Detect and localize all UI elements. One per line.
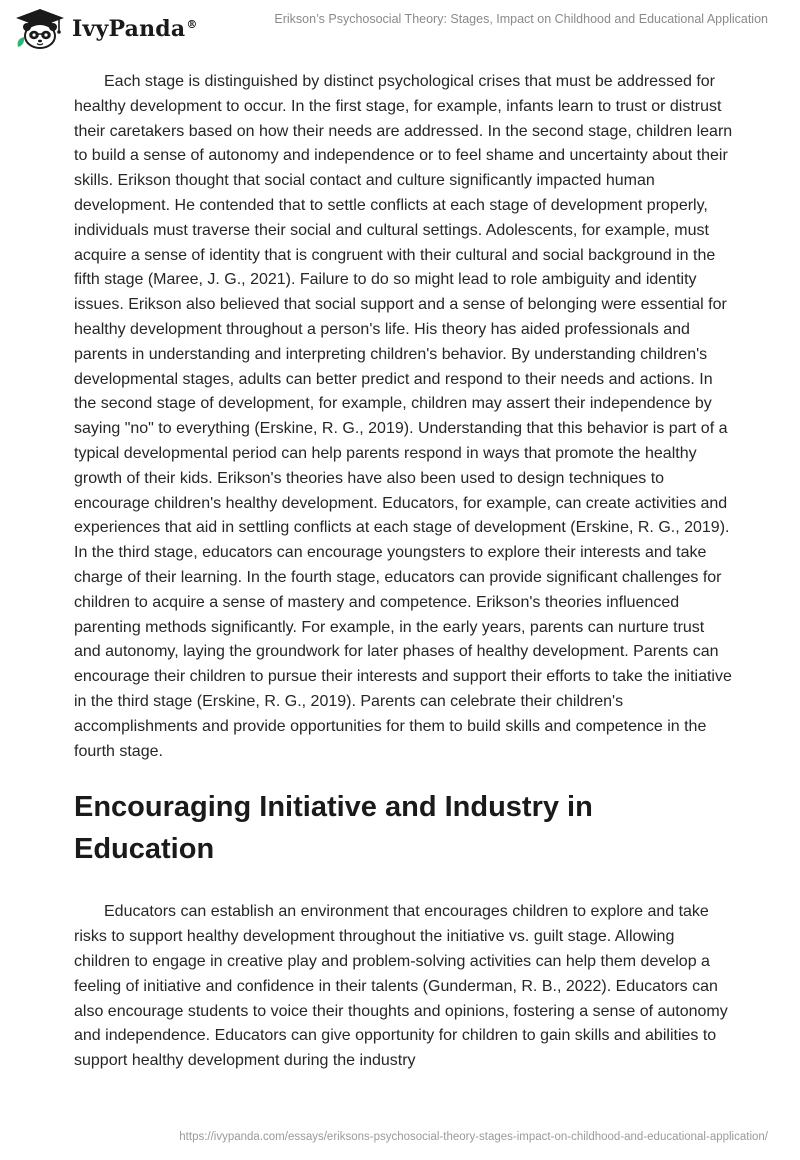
document-title: Erikson’s Psychosocial Theory: Stages, Impact on Childhood and Educational Application — [274, 12, 768, 26]
brand-name: IvyPanda® — [72, 16, 198, 42]
body-paragraph: Educators can establish an environment that encourages children to explore and take risks to support healthy development throughout the initiative vs. guilt stage. Allowing children to engage in creative play and problem-solving activities can help them develop a feeling of initiative and confidence in their talents (Gunderman, R. B., 2022). Educators can also encourage students to voice their thoughts and opinions, fostering a sense of autonomy and independence. Educators can give opportunity for children to gain skills and abilities to support healthy development during the industry — [74, 903, 728, 1070]
source-url[interactable]: https://ivypanda.com/essays/eriksons-psychosocial-theory-stages-impact-on-childhood-and-educational-application/ — [179, 1131, 768, 1143]
ivypanda-logo[interactable] — [14, 6, 198, 52]
section-heading: Encouraging Initiative and Industry in Education — [74, 791, 593, 866]
panda-mascot-icon — [14, 7, 66, 51]
page-header — [0, 0, 800, 60]
essay-body — [74, 70, 734, 1074]
body-paragraph: Each stage is distinguished by distinct psychological crises that must be addressed for healthy development to occur. In the first stage, for example, infants learn to trust or distrust their caretakers based on how their needs are addressed. In the second stage, children learn to build a sense of autonomy and independence or to feel shame and uncertainty about their skills. Erikson thought that social contact and culture significantly impacted human development. He contended that to settle conflicts at each stage of development properly, individuals must traverse their social and cultural settings. Adolescents, for example, must acquire a sense of identity that is congruent with their cultural and social background in the fifth stage (Maree, J. G., 2021). Failure to do so might lead to role ambiguity and identity issues. Erikson also believed that social support and a sense of belonging were essential for healthy development throughout a person's life. His theory has aided professionals and parents in understanding and interpreting children's behavior. By understanding children's developmental stages, adults can better predict and respond to their needs and actions. In the second stage of development, for example, children may assert their independence by saying "no" to everything (Erskine, R. G., 2019). Understanding that this behavior is part of a typical developmental period can help parents respond in ways that promote the healthy growth of their kids. Erikson's theories have also been used to design techniques to encourage children's healthy development. Educators, for example, can create activities and experiences that aid in settling conflicts at each stage of development (Erskine, R. G., 2019). In the third stage, educators can encourage youngsters to explore their interests and take charge of their learning. In the fourth stage, educators can provide significant challenges for children to acquire a sense of mastery and competence. Erikson's theories influenced parenting methods significantly. For example, in the early years, parents can nurture trust and autonomy, laying the groundwork for later phases of healthy development. Parents can encourage their children to pursue their interests and support their efforts to take the initiative in the third stage (Erskine, R. G., 2019). Parents can celebrate their children's accomplishments and provide opportunities for them to build skills and competence in the fourth stage. — [74, 73, 733, 760]
